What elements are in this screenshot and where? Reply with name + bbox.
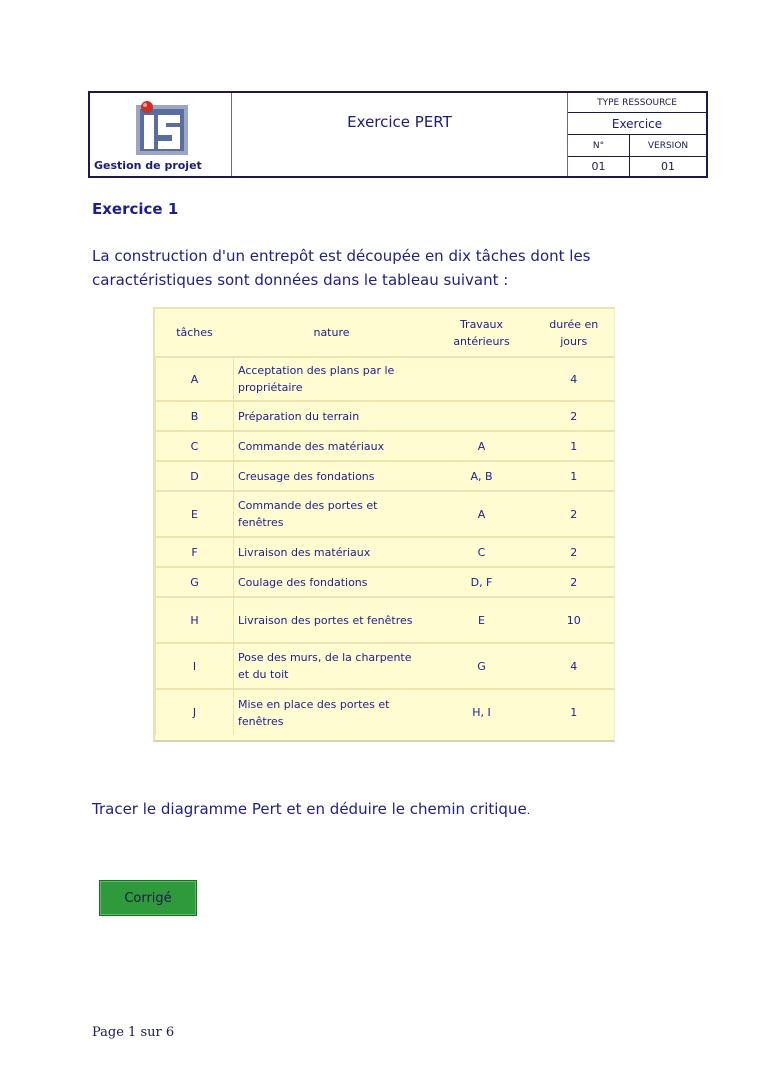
type-value-row: [568, 113, 706, 135]
logo-letters: ISF: [162, 147, 164, 148]
table-row: [156, 357, 615, 401]
header-title-cell: [232, 93, 568, 176]
nature-cell: Coulage des fondations: [234, 567, 430, 597]
duration-cell: 2: [534, 537, 615, 567]
previous-cell: H, I: [430, 689, 534, 735]
corrige-button[interactable]: Corrigé: [99, 880, 197, 916]
isf-logo: [132, 97, 192, 157]
nature-cell: Commande des matériaux: [234, 431, 430, 461]
task-cell: A: [156, 357, 234, 401]
nature-cell: Préparation du terrain: [234, 401, 430, 431]
previous-cell: [430, 401, 534, 431]
duration-cell: 1: [534, 461, 615, 491]
previous-cell: A: [430, 431, 534, 461]
task-cell: F: [156, 537, 234, 567]
num-label: N°: [568, 135, 630, 156]
nature-cell: Pose des murs, de la charpente et du toit: [234, 643, 430, 689]
duration-cell: 10: [534, 597, 615, 643]
table-row: [156, 597, 615, 643]
duration-cell: 1: [534, 431, 615, 461]
task-cell: H: [156, 597, 234, 643]
type-resource-label: TYPE RESSOURCE: [597, 98, 677, 108]
document-title: Exercice PERT: [347, 113, 452, 131]
intro-paragraph: La construction d'un entrepôt est découpée en dix tâches dont les caractéristiques sont données dans le tableau suivant :: [92, 247, 591, 289]
previous-cell: [430, 357, 534, 401]
table-row: [156, 689, 615, 735]
table-row: [156, 567, 615, 597]
table-header-row: [156, 309, 615, 357]
previous-cell: E: [430, 597, 534, 643]
exercise-title: Exercice 1: [92, 200, 179, 218]
header-logo-cell: [90, 93, 232, 176]
num-version-value-row: [568, 157, 706, 176]
task-cell: E: [156, 491, 234, 537]
nature-cell: Creusage des fondations: [234, 461, 430, 491]
nature-cell: Mise en place des portes et fenêtres: [234, 689, 430, 735]
previous-cell: C: [430, 537, 534, 567]
table-row: [156, 401, 615, 431]
tasks-table: [153, 307, 615, 742]
table-row: [156, 461, 615, 491]
previous-cell: D, F: [430, 567, 534, 597]
project-label: Gestion de projet: [94, 159, 202, 172]
table-row: [156, 431, 615, 461]
task-cell: I: [156, 643, 234, 689]
num-value: 01: [568, 157, 630, 176]
duration-cell: 2: [534, 491, 615, 537]
duration-cell: 2: [534, 567, 615, 597]
table-row: [156, 537, 615, 567]
duration-cell: 1: [534, 689, 615, 735]
instruction-text: Tracer le diagramme Pert et en déduire le chemin critique: [92, 800, 527, 818]
version-value: 01: [661, 160, 675, 173]
nature-cell: Livraison des matériaux: [234, 537, 430, 567]
task-cell: J: [156, 689, 234, 735]
task-cell: G: [156, 567, 234, 597]
table-row: [156, 491, 615, 537]
task-cell: D: [156, 461, 234, 491]
col-header-previous: Travaux antérieurs: [453, 317, 510, 348]
nature-cell: Livraison des portes et fenêtres: [234, 597, 430, 643]
instruction-period: .: [526, 804, 531, 817]
table-row: [156, 643, 615, 689]
col-header-duration: durée en jours: [549, 317, 599, 348]
previous-cell: A: [430, 491, 534, 537]
document-header: [88, 91, 708, 178]
col-header-nature: nature: [313, 326, 350, 339]
instruction-line: [92, 800, 530, 818]
previous-cell: A, B: [430, 461, 534, 491]
nature-cell: Acceptation des plans par le propriétaire: [234, 357, 430, 401]
duration-cell: 4: [534, 643, 615, 689]
task-cell: B: [156, 401, 234, 431]
type-resource-row: [568, 93, 706, 113]
previous-cell: G: [430, 643, 534, 689]
duration-cell: 4: [534, 357, 615, 401]
nature-cell: Commande des portes et fenêtres: [234, 491, 430, 537]
col-header-task: tâches: [176, 326, 213, 339]
duration-cell: 2: [534, 401, 615, 431]
task-cell: C: [156, 431, 234, 461]
header-meta-cell: [568, 93, 706, 176]
type-value: Exercice: [611, 117, 663, 131]
version-label: VERSION: [647, 141, 689, 151]
page-number: Page 1 sur 6: [92, 1025, 175, 1040]
num-version-label-row: [568, 135, 706, 157]
